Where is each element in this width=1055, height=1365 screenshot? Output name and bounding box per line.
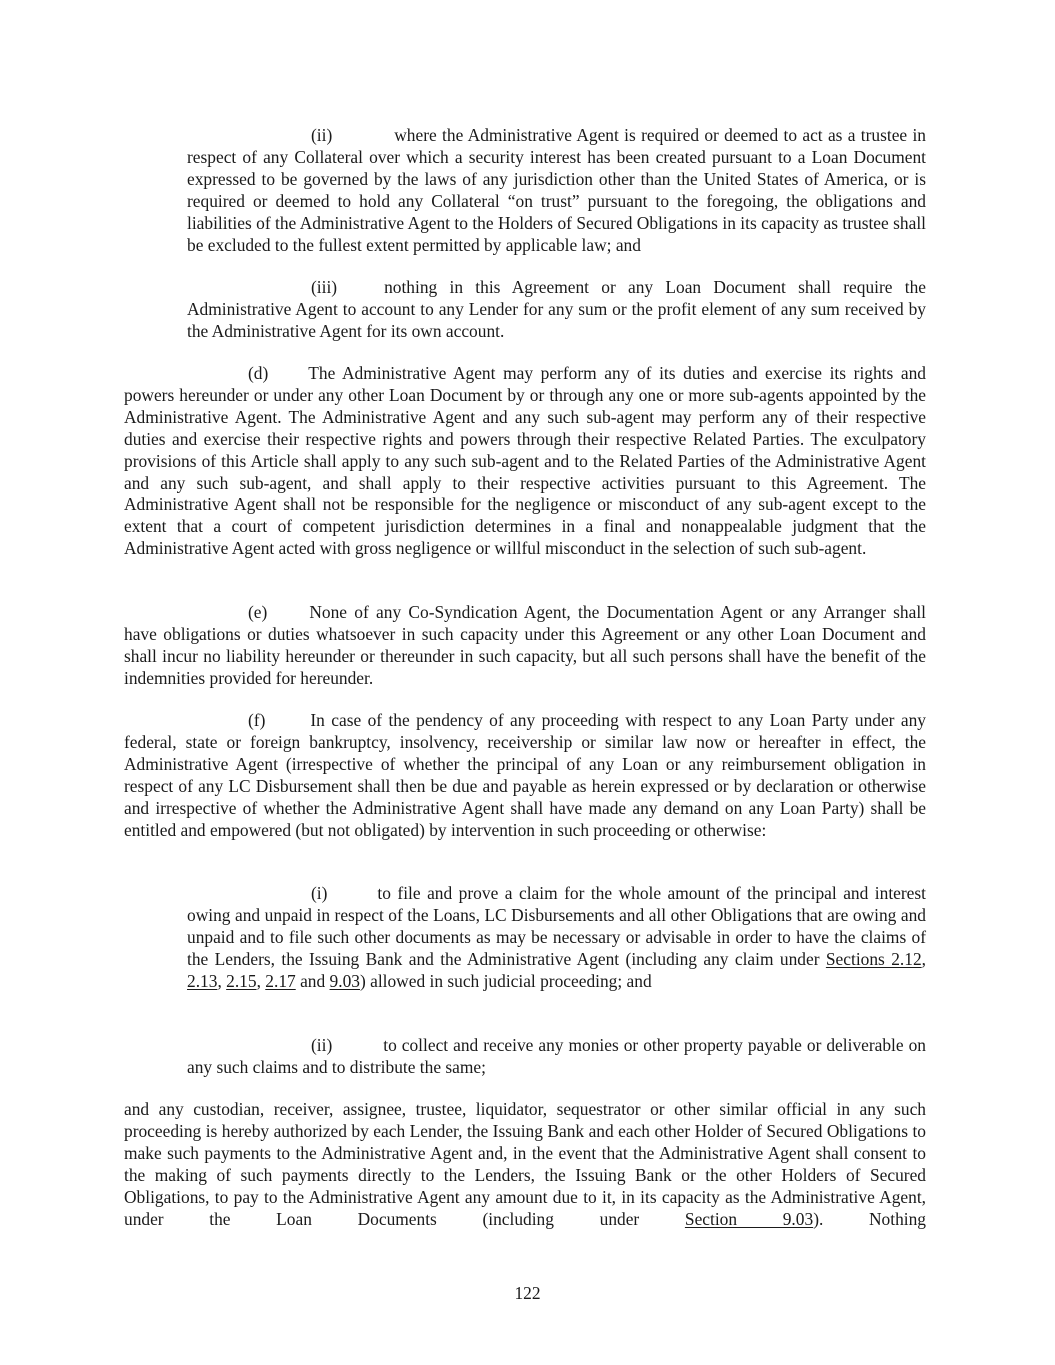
section-reference-link[interactable]: Section 9.03 bbox=[684, 1208, 814, 1229]
paragraph-e bbox=[124, 602, 926, 690]
separator: , bbox=[921, 948, 926, 969]
section-reference-link[interactable]: 2.17 bbox=[265, 970, 296, 991]
clause-label: (d) bbox=[248, 363, 269, 383]
separator: , bbox=[256, 970, 266, 991]
separator: , bbox=[217, 970, 227, 991]
clause-label: (e) bbox=[248, 602, 268, 622]
paragraph-f-ii bbox=[187, 1035, 926, 1079]
clause-text: where the Administrative Agent is required or deemed to act as a trustee in respect of any Collateral over which a security interest has been created pursuant to a Loan Document expressed to be governed by the laws of any jurisdiction other than the United States of America, or is required or deemed to hold any Collateral “on trust” pursuant to the foregoing, the obligations and liabilities of the Administrative Agent to the Holders of Secured Obligations in its capacity as trustee shall be excluded to the fullest extent permitted by applicable law; and bbox=[187, 125, 926, 255]
clause-label: (iii) bbox=[311, 277, 338, 297]
paragraph-closing bbox=[124, 1099, 926, 1230]
clause-text: None of any Co-Syndication Agent, the Documentation Agent or any Arranger shall have obligations or duties whatsoever in such capacity under this Agreement or any other Loan Document and shall incur no liability hereunder or thereunder in such capacity, but all such persons shall have the benefit of the indemnities provided for hereunder. bbox=[124, 602, 926, 688]
section-reference-link[interactable]: Sections 2.12 bbox=[825, 948, 922, 969]
clause-text: In case of the pendency of any proceeding with respect to any Loan Party under any federal, state or foreign bankruptcy, insolvency, receivership or similar law now or hereafter in effect, the Administrative Agent (irrespective of whether the principal of any Loan or any reimbursement obligation in respect of any LC Disbursement shall then be due and payable as herein expressed or by declaration or otherwise and irrespective of whether the Administrative Agent shall have made any demand on any Loan Party) shall be entitled and empowered (but not obligated) by intervention in such proceeding or otherwise: bbox=[124, 710, 926, 840]
paragraph-d bbox=[124, 363, 926, 560]
clause-text: and any custodian, receiver, assignee, trustee, liquidator, sequestrator or other similar official in any such proceeding is hereby authorized by each Lender, the Issuing Bank and each other Holder of Secured Obligations to make such payments to the Administrative Agent and, in the event that the Administrative Agent shall consent to the making of such payments directly to the Lenders, the Issuing Bank or the other Holders of Secured Obligations, to pay to the Administrative Agent any amount due to it, in its capacity as the Administrative Agent, under the Loan Documents (including under bbox=[124, 1099, 926, 1229]
clause-label: (i) bbox=[311, 883, 328, 903]
section-reference-link[interactable]: 9.03 bbox=[329, 970, 360, 991]
clause-text: ) allowed in such judicial proceeding; and bbox=[359, 970, 652, 991]
clause-text: to collect and receive any monies or other property payable or deliverable on any such claims and to distribute the same; bbox=[187, 1035, 926, 1077]
clause-label: (ii) bbox=[311, 1035, 333, 1055]
section-reference-link[interactable]: 2.15 bbox=[226, 970, 257, 991]
clause-label: (ii) bbox=[311, 125, 333, 145]
paragraph-f-i bbox=[187, 883, 926, 993]
paragraph-f bbox=[124, 710, 926, 841]
separator: and bbox=[295, 970, 330, 991]
section-reference-link[interactable]: 2.13 bbox=[187, 970, 218, 991]
paragraph-c-iii bbox=[187, 277, 926, 343]
clause-text: ). Nothing bbox=[813, 1208, 927, 1229]
clause-text: to file and prove a claim for the whole amount of the principal and interest owing and unpaid in respect of the Loans, LC Disbursements and all other Obligations that are owing and unpaid and to file such other documents as may be necessary or advisable in order to have the claims of the Lenders, the Issuing Bank and the Administrative Agent (including any claim under bbox=[187, 883, 926, 969]
clause-text: The Administrative Agent may perform any of its duties and exercise its rights and powers hereunder or under any other Loan Document by or through any one or more sub-agents appointed by the Administrative Agent. The Administrative Agent and any such sub-agent may perform any of their respective duties and exercise their respective rights and powers through their respective Related Parties. The exculpatory provisions of this Article shall apply to any such sub-agent and to the Related Parties of the Administrative Agent and any such sub-agent, and shall apply to their respective activities pursuant to this Agreement. The Administrative Agent shall not be responsible for the negligence or misconduct of any sub-agent except to the extent that a court of competent jurisdiction determines in a final and nonappealable judgment that the Administrative Agent acted with gross negligence or willful misconduct in the selection of such sub-agent. bbox=[124, 363, 926, 559]
page-number: 122 bbox=[514, 1283, 541, 1303]
clause-label: (f) bbox=[248, 710, 266, 730]
paragraph-c-ii bbox=[187, 125, 926, 256]
clause-text: nothing in this Agreement or any Loan Document shall require the Administrative Agent to account to any Lender for any sum or the profit element of any sum received by the Administrative Agent for its own account. bbox=[187, 277, 926, 341]
